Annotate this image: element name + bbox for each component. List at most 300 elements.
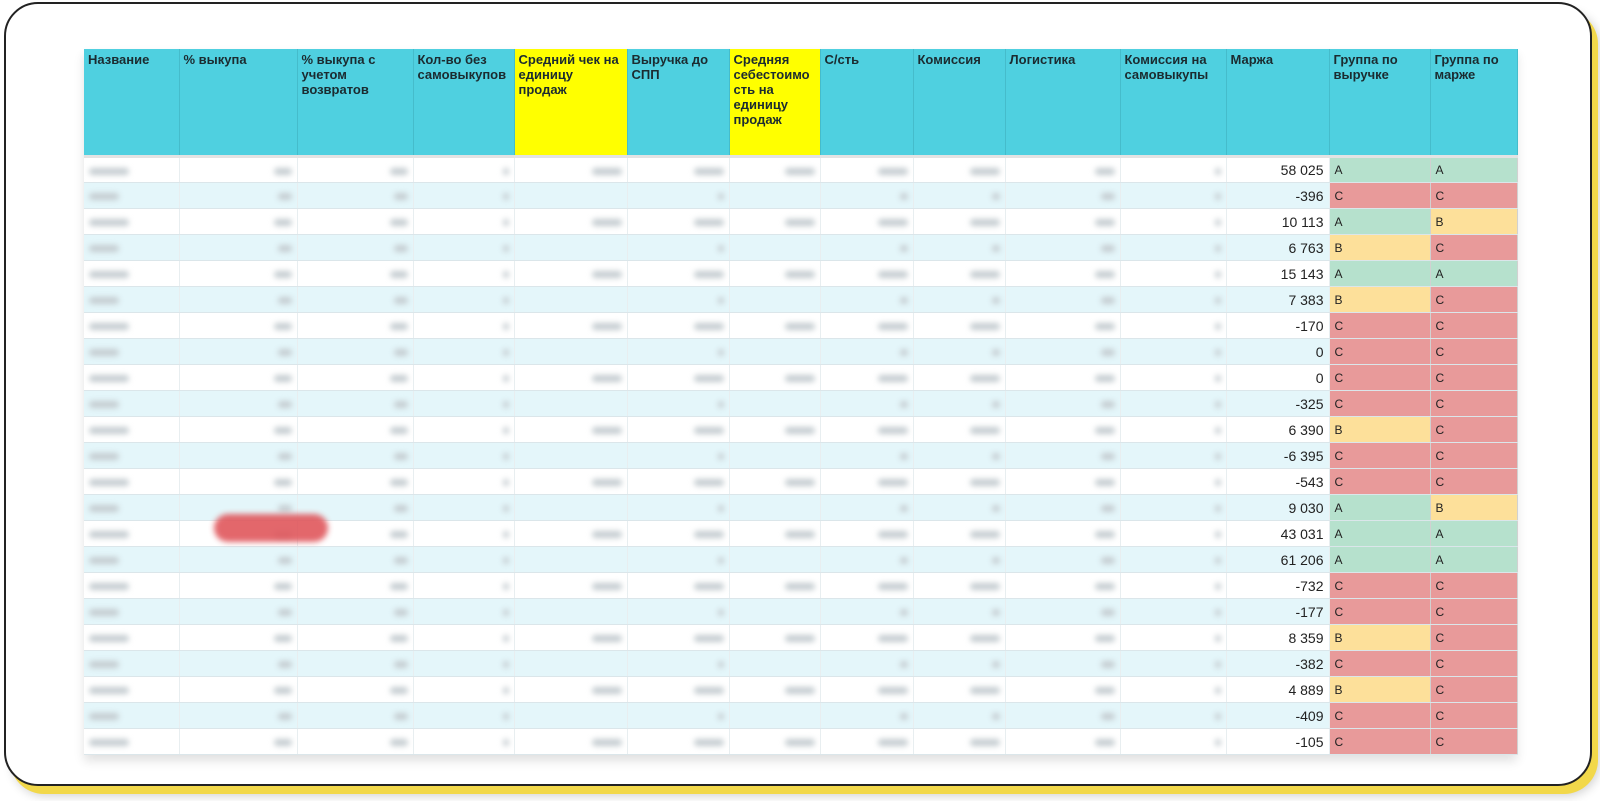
obscured-cell[interactable] <box>297 183 413 209</box>
obscured-cell[interactable] <box>913 729 1005 755</box>
margin-cell[interactable]: -177 <box>1226 599 1329 625</box>
obscured-cell[interactable] <box>1120 365 1226 391</box>
obscured-cell[interactable] <box>820 729 913 755</box>
obscured-cell[interactable] <box>627 313 729 339</box>
column-header[interactable]: Выручка до СПП <box>627 49 729 157</box>
column-header[interactable]: Название <box>84 49 179 157</box>
obscured-cell[interactable] <box>820 495 913 521</box>
obscured-cell[interactable] <box>1005 651 1120 677</box>
obscured-cell[interactable] <box>413 495 514 521</box>
obscured-cell[interactable] <box>729 391 820 417</box>
obscured-cell[interactable] <box>820 443 913 469</box>
obscured-cell[interactable] <box>913 235 1005 261</box>
revenue-group-cell[interactable]: C <box>1329 183 1430 209</box>
revenue-group-cell[interactable]: A <box>1329 209 1430 235</box>
obscured-cell[interactable] <box>913 365 1005 391</box>
obscured-cell[interactable] <box>179 703 297 729</box>
obscured-cell[interactable] <box>413 443 514 469</box>
obscured-cell[interactable] <box>913 625 1005 651</box>
obscured-cell[interactable] <box>84 313 179 339</box>
obscured-cell[interactable] <box>1005 703 1120 729</box>
obscured-cell[interactable] <box>179 209 297 235</box>
obscured-cell[interactable] <box>627 729 729 755</box>
revenue-group-cell[interactable]: A <box>1329 495 1430 521</box>
margin-cell[interactable]: -396 <box>1226 183 1329 209</box>
margin-cell[interactable]: -105 <box>1226 729 1329 755</box>
margin-cell[interactable]: -543 <box>1226 469 1329 495</box>
obscured-cell[interactable] <box>627 677 729 703</box>
obscured-cell[interactable] <box>820 573 913 599</box>
obscured-cell[interactable] <box>1120 183 1226 209</box>
margin-group-cell[interactable]: C <box>1430 417 1517 443</box>
obscured-cell[interactable] <box>297 313 413 339</box>
revenue-group-cell[interactable]: A <box>1329 547 1430 573</box>
revenue-group-cell[interactable]: A <box>1329 261 1430 287</box>
obscured-cell[interactable] <box>913 469 1005 495</box>
obscured-cell[interactable] <box>913 547 1005 573</box>
obscured-cell[interactable] <box>627 703 729 729</box>
margin-group-cell[interactable]: C <box>1430 443 1517 469</box>
obscured-cell[interactable] <box>297 209 413 235</box>
obscured-cell[interactable] <box>84 287 179 313</box>
obscured-cell[interactable] <box>84 339 179 365</box>
obscured-cell[interactable] <box>1005 339 1120 365</box>
obscured-cell[interactable] <box>729 443 820 469</box>
obscured-cell[interactable] <box>820 599 913 625</box>
obscured-cell[interactable] <box>297 443 413 469</box>
obscured-cell[interactable] <box>413 157 514 183</box>
obscured-cell[interactable] <box>514 313 627 339</box>
margin-group-cell[interactable]: A <box>1430 261 1517 287</box>
margin-cell[interactable]: 61 206 <box>1226 547 1329 573</box>
column-header[interactable]: Комиссия на самовыкупы <box>1120 49 1226 157</box>
revenue-group-cell[interactable]: C <box>1329 443 1430 469</box>
margin-group-cell[interactable]: A <box>1430 547 1517 573</box>
obscured-cell[interactable] <box>729 651 820 677</box>
obscured-cell[interactable] <box>413 651 514 677</box>
obscured-cell[interactable] <box>179 391 297 417</box>
obscured-cell[interactable] <box>84 573 179 599</box>
obscured-cell[interactable] <box>820 365 913 391</box>
margin-group-cell[interactable]: C <box>1430 651 1517 677</box>
obscured-cell[interactable] <box>729 183 820 209</box>
obscured-cell[interactable] <box>729 339 820 365</box>
obscured-cell[interactable] <box>413 599 514 625</box>
obscured-cell[interactable] <box>729 495 820 521</box>
column-header[interactable]: Средний чек на единицу продаж <box>514 49 627 157</box>
obscured-cell[interactable] <box>729 703 820 729</box>
obscured-cell[interactable] <box>729 209 820 235</box>
obscured-cell[interactable] <box>84 443 179 469</box>
obscured-cell[interactable] <box>820 339 913 365</box>
obscured-cell[interactable] <box>514 417 627 443</box>
obscured-cell[interactable] <box>627 547 729 573</box>
obscured-cell[interactable] <box>514 339 627 365</box>
obscured-cell[interactable] <box>627 443 729 469</box>
obscured-cell[interactable] <box>179 157 297 183</box>
obscured-cell[interactable] <box>1005 209 1120 235</box>
obscured-cell[interactable] <box>413 209 514 235</box>
obscured-cell[interactable] <box>179 287 297 313</box>
column-header[interactable]: Кол-во без самовыкупов <box>413 49 514 157</box>
margin-group-cell[interactable]: C <box>1430 287 1517 313</box>
margin-group-cell[interactable]: C <box>1430 365 1517 391</box>
margin-cell[interactable]: 43 031 <box>1226 521 1329 547</box>
revenue-group-cell[interactable]: C <box>1329 313 1430 339</box>
column-header[interactable]: Группа по выручке <box>1329 49 1430 157</box>
obscured-cell[interactable] <box>913 703 1005 729</box>
obscured-cell[interactable] <box>913 521 1005 547</box>
margin-cell[interactable]: 58 025 <box>1226 157 1329 183</box>
obscured-cell[interactable] <box>1120 677 1226 703</box>
column-header[interactable]: С/сть <box>820 49 913 157</box>
obscured-cell[interactable] <box>1005 495 1120 521</box>
obscured-cell[interactable] <box>514 287 627 313</box>
obscured-cell[interactable] <box>413 469 514 495</box>
obscured-cell[interactable] <box>84 547 179 573</box>
obscured-cell[interactable] <box>84 599 179 625</box>
margin-group-cell[interactable]: C <box>1430 599 1517 625</box>
margin-cell[interactable]: 8 359 <box>1226 625 1329 651</box>
obscured-cell[interactable] <box>820 287 913 313</box>
obscured-cell[interactable] <box>913 599 1005 625</box>
obscured-cell[interactable] <box>514 391 627 417</box>
obscured-cell[interactable] <box>820 677 913 703</box>
obscured-cell[interactable] <box>729 287 820 313</box>
revenue-group-cell[interactable]: A <box>1329 157 1430 183</box>
obscured-cell[interactable] <box>1005 599 1120 625</box>
revenue-group-cell[interactable]: C <box>1329 469 1430 495</box>
obscured-cell[interactable] <box>627 365 729 391</box>
obscured-cell[interactable] <box>913 339 1005 365</box>
obscured-cell[interactable] <box>820 521 913 547</box>
obscured-cell[interactable] <box>913 573 1005 599</box>
obscured-cell[interactable] <box>627 157 729 183</box>
obscured-cell[interactable] <box>413 235 514 261</box>
obscured-cell[interactable] <box>1120 443 1226 469</box>
obscured-cell[interactable] <box>627 235 729 261</box>
obscured-cell[interactable] <box>627 287 729 313</box>
obscured-cell[interactable] <box>913 495 1005 521</box>
obscured-cell[interactable] <box>820 183 913 209</box>
obscured-cell[interactable] <box>1120 287 1226 313</box>
obscured-cell[interactable] <box>514 261 627 287</box>
revenue-group-cell[interactable]: C <box>1329 339 1430 365</box>
margin-cell[interactable]: 0 <box>1226 365 1329 391</box>
margin-cell[interactable]: -382 <box>1226 651 1329 677</box>
obscured-cell[interactable] <box>413 625 514 651</box>
column-header[interactable]: % выкупа с учетом возвратов <box>297 49 413 157</box>
obscured-cell[interactable] <box>179 261 297 287</box>
obscured-cell[interactable] <box>729 729 820 755</box>
obscured-cell[interactable] <box>514 469 627 495</box>
obscured-cell[interactable] <box>179 729 297 755</box>
obscured-cell[interactable] <box>1005 521 1120 547</box>
obscured-cell[interactable] <box>729 313 820 339</box>
obscured-cell[interactable] <box>1005 625 1120 651</box>
obscured-cell[interactable] <box>84 235 179 261</box>
obscured-cell[interactable] <box>820 313 913 339</box>
obscured-cell[interactable] <box>729 625 820 651</box>
obscured-cell[interactable] <box>1120 157 1226 183</box>
margin-cell[interactable]: 7 383 <box>1226 287 1329 313</box>
margin-group-cell[interactable]: C <box>1430 183 1517 209</box>
margin-group-cell[interactable]: C <box>1430 235 1517 261</box>
obscured-cell[interactable] <box>297 599 413 625</box>
obscured-cell[interactable] <box>514 703 627 729</box>
obscured-cell[interactable] <box>729 521 820 547</box>
obscured-cell[interactable] <box>297 391 413 417</box>
obscured-cell[interactable] <box>913 677 1005 703</box>
obscured-cell[interactable] <box>1120 521 1226 547</box>
margin-cell[interactable]: 10 113 <box>1226 209 1329 235</box>
obscured-cell[interactable] <box>179 651 297 677</box>
obscured-cell[interactable] <box>84 677 179 703</box>
column-header[interactable]: Комиссия <box>913 49 1005 157</box>
obscured-cell[interactable] <box>1120 391 1226 417</box>
margin-group-cell[interactable]: C <box>1430 391 1517 417</box>
obscured-cell[interactable] <box>627 339 729 365</box>
obscured-cell[interactable] <box>297 729 413 755</box>
obscured-cell[interactable] <box>179 183 297 209</box>
margin-group-cell[interactable]: A <box>1430 521 1517 547</box>
obscured-cell[interactable] <box>1120 599 1226 625</box>
obscured-cell[interactable] <box>84 703 179 729</box>
obscured-cell[interactable] <box>179 365 297 391</box>
revenue-group-cell[interactable]: C <box>1329 391 1430 417</box>
margin-cell[interactable]: 9 030 <box>1226 495 1329 521</box>
margin-group-cell[interactable]: C <box>1430 703 1517 729</box>
obscured-cell[interactable] <box>297 157 413 183</box>
obscured-cell[interactable] <box>297 287 413 313</box>
obscured-cell[interactable] <box>820 625 913 651</box>
obscured-cell[interactable] <box>84 651 179 677</box>
obscured-cell[interactable] <box>1005 313 1120 339</box>
obscured-cell[interactable] <box>297 261 413 287</box>
obscured-cell[interactable] <box>297 469 413 495</box>
obscured-cell[interactable] <box>1120 625 1226 651</box>
obscured-cell[interactable] <box>1120 495 1226 521</box>
obscured-cell[interactable] <box>179 625 297 651</box>
obscured-cell[interactable] <box>297 703 413 729</box>
column-header[interactable]: Логистика <box>1005 49 1120 157</box>
obscured-cell[interactable] <box>1120 261 1226 287</box>
margin-cell[interactable]: -170 <box>1226 313 1329 339</box>
obscured-cell[interactable] <box>627 521 729 547</box>
obscured-cell[interactable] <box>820 235 913 261</box>
obscured-cell[interactable] <box>179 417 297 443</box>
obscured-cell[interactable] <box>84 261 179 287</box>
obscured-cell[interactable] <box>297 417 413 443</box>
obscured-cell[interactable] <box>514 651 627 677</box>
obscured-cell[interactable] <box>1120 547 1226 573</box>
obscured-cell[interactable] <box>179 599 297 625</box>
obscured-cell[interactable] <box>413 391 514 417</box>
obscured-cell[interactable] <box>514 729 627 755</box>
obscured-cell[interactable] <box>1005 365 1120 391</box>
obscured-cell[interactable] <box>1120 703 1226 729</box>
margin-group-cell[interactable]: C <box>1430 339 1517 365</box>
column-header[interactable]: Группа по марже <box>1430 49 1517 157</box>
obscured-cell[interactable] <box>820 391 913 417</box>
obscured-cell[interactable] <box>1005 443 1120 469</box>
obscured-cell[interactable] <box>1005 573 1120 599</box>
obscured-cell[interactable] <box>729 573 820 599</box>
revenue-group-cell[interactable]: B <box>1329 287 1430 313</box>
obscured-cell[interactable] <box>1005 417 1120 443</box>
obscured-cell[interactable] <box>413 573 514 599</box>
obscured-cell[interactable] <box>1120 209 1226 235</box>
obscured-cell[interactable] <box>1005 729 1120 755</box>
obscured-cell[interactable] <box>913 157 1005 183</box>
obscured-cell[interactable] <box>1120 235 1226 261</box>
obscured-cell[interactable] <box>1120 313 1226 339</box>
obscured-cell[interactable] <box>627 209 729 235</box>
obscured-cell[interactable] <box>1005 235 1120 261</box>
obscured-cell[interactable] <box>413 365 514 391</box>
obscured-cell[interactable] <box>179 677 297 703</box>
obscured-cell[interactable] <box>514 443 627 469</box>
obscured-cell[interactable] <box>297 651 413 677</box>
obscured-cell[interactable] <box>413 261 514 287</box>
obscured-cell[interactable] <box>913 261 1005 287</box>
obscured-cell[interactable] <box>627 261 729 287</box>
obscured-cell[interactable] <box>729 599 820 625</box>
obscured-cell[interactable] <box>413 521 514 547</box>
obscured-cell[interactable] <box>627 469 729 495</box>
obscured-cell[interactable] <box>514 625 627 651</box>
obscured-cell[interactable] <box>514 599 627 625</box>
margin-group-cell[interactable]: C <box>1430 729 1517 755</box>
obscured-cell[interactable] <box>413 677 514 703</box>
obscured-cell[interactable] <box>179 469 297 495</box>
obscured-cell[interactable] <box>1120 729 1226 755</box>
obscured-cell[interactable] <box>1120 469 1226 495</box>
obscured-cell[interactable] <box>913 443 1005 469</box>
margin-group-cell[interactable]: C <box>1430 313 1517 339</box>
obscured-cell[interactable] <box>84 521 179 547</box>
obscured-cell[interactable] <box>1120 651 1226 677</box>
revenue-group-cell[interactable]: B <box>1329 625 1430 651</box>
obscured-cell[interactable] <box>627 183 729 209</box>
obscured-cell[interactable] <box>1005 261 1120 287</box>
obscured-cell[interactable] <box>514 209 627 235</box>
obscured-cell[interactable] <box>627 391 729 417</box>
obscured-cell[interactable] <box>1120 573 1226 599</box>
revenue-group-cell[interactable]: C <box>1329 599 1430 625</box>
obscured-cell[interactable] <box>84 391 179 417</box>
obscured-cell[interactable] <box>729 417 820 443</box>
margin-cell[interactable]: -409 <box>1226 703 1329 729</box>
obscured-cell[interactable] <box>179 443 297 469</box>
obscured-cell[interactable] <box>729 547 820 573</box>
obscured-cell[interactable] <box>627 573 729 599</box>
revenue-group-cell[interactable]: B <box>1329 235 1430 261</box>
obscured-cell[interactable] <box>514 235 627 261</box>
margin-cell[interactable]: 6 763 <box>1226 235 1329 261</box>
obscured-cell[interactable] <box>179 235 297 261</box>
obscured-cell[interactable] <box>413 703 514 729</box>
revenue-group-cell[interactable]: C <box>1329 651 1430 677</box>
margin-group-cell[interactable]: C <box>1430 469 1517 495</box>
obscured-cell[interactable] <box>514 573 627 599</box>
obscured-cell[interactable] <box>729 235 820 261</box>
obscured-cell[interactable] <box>627 599 729 625</box>
obscured-cell[interactable] <box>820 261 913 287</box>
margin-cell[interactable]: 15 143 <box>1226 261 1329 287</box>
obscured-cell[interactable] <box>820 651 913 677</box>
obscured-cell[interactable] <box>729 469 820 495</box>
margin-group-cell[interactable]: A <box>1430 157 1517 183</box>
obscured-cell[interactable] <box>627 651 729 677</box>
obscured-cell[interactable] <box>1005 677 1120 703</box>
obscured-cell[interactable] <box>627 495 729 521</box>
obscured-cell[interactable] <box>297 547 413 573</box>
obscured-cell[interactable] <box>84 729 179 755</box>
obscured-cell[interactable] <box>913 183 1005 209</box>
margin-group-cell[interactable]: B <box>1430 209 1517 235</box>
obscured-cell[interactable] <box>820 547 913 573</box>
obscured-cell[interactable] <box>514 183 627 209</box>
revenue-group-cell[interactable]: C <box>1329 729 1430 755</box>
obscured-cell[interactable] <box>514 521 627 547</box>
obscured-cell[interactable] <box>820 417 913 443</box>
margin-cell[interactable]: 4 889 <box>1226 677 1329 703</box>
obscured-cell[interactable] <box>84 625 179 651</box>
margin-group-cell[interactable]: C <box>1430 677 1517 703</box>
revenue-group-cell[interactable]: C <box>1329 703 1430 729</box>
margin-group-cell[interactable]: B <box>1430 495 1517 521</box>
obscured-cell[interactable] <box>413 287 514 313</box>
obscured-cell[interactable] <box>413 729 514 755</box>
obscured-cell[interactable] <box>913 391 1005 417</box>
obscured-cell[interactable] <box>413 313 514 339</box>
obscured-cell[interactable] <box>84 365 179 391</box>
obscured-cell[interactable] <box>729 677 820 703</box>
obscured-cell[interactable] <box>913 651 1005 677</box>
obscured-cell[interactable] <box>179 339 297 365</box>
obscured-cell[interactable] <box>627 625 729 651</box>
obscured-cell[interactable] <box>913 287 1005 313</box>
revenue-group-cell[interactable]: C <box>1329 573 1430 599</box>
obscured-cell[interactable] <box>729 157 820 183</box>
obscured-cell[interactable] <box>729 365 820 391</box>
obscured-cell[interactable] <box>297 365 413 391</box>
obscured-cell[interactable] <box>179 313 297 339</box>
obscured-cell[interactable] <box>1005 469 1120 495</box>
margin-cell[interactable]: -6 395 <box>1226 443 1329 469</box>
obscured-cell[interactable] <box>1120 417 1226 443</box>
margin-cell[interactable]: 0 <box>1226 339 1329 365</box>
obscured-cell[interactable] <box>514 677 627 703</box>
margin-cell[interactable]: -732 <box>1226 573 1329 599</box>
margin-group-cell[interactable]: C <box>1430 625 1517 651</box>
obscured-cell[interactable] <box>913 209 1005 235</box>
obscured-cell[interactable] <box>297 235 413 261</box>
revenue-group-cell[interactable]: B <box>1329 677 1430 703</box>
obscured-cell[interactable] <box>84 209 179 235</box>
column-header[interactable]: % выкупа <box>179 49 297 157</box>
column-header[interactable]: Маржа <box>1226 49 1329 157</box>
obscured-cell[interactable] <box>1005 183 1120 209</box>
obscured-cell[interactable] <box>1005 157 1120 183</box>
obscured-cell[interactable] <box>84 157 179 183</box>
obscured-cell[interactable] <box>514 365 627 391</box>
obscured-cell[interactable] <box>84 495 179 521</box>
revenue-group-cell[interactable]: B <box>1329 417 1430 443</box>
obscured-cell[interactable] <box>179 573 297 599</box>
obscured-cell[interactable] <box>1005 391 1120 417</box>
